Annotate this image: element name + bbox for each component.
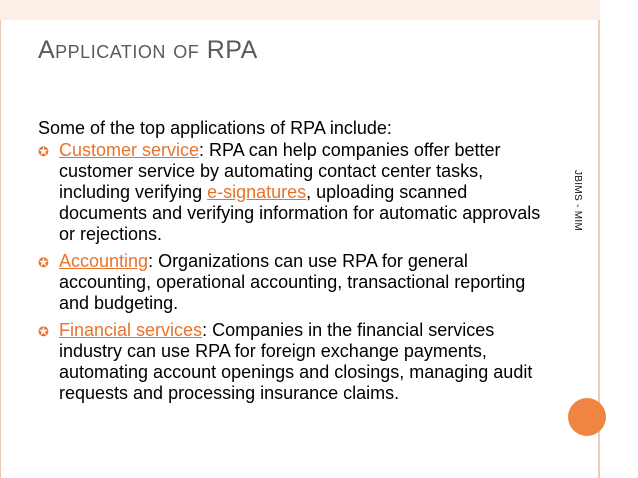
customer-service-link[interactable]: Customer service (59, 140, 200, 160)
left-border-line (0, 20, 1, 478)
bullet-text: : Companies in the financial services industry can use RPA for foreign exchange payments, automating account openings and closings, managing audit requests and processing insurance claims. (59, 320, 533, 403)
bullet-item-accounting (38, 251, 548, 314)
bullet-text: : Organizations can use RPA for general accounting, operational accounting, transactional reporting and budgeting. (59, 251, 526, 313)
top-decorative-bar (0, 0, 600, 20)
bullet-text: : RPA can help companies offer better customer service by automating contact center tasks, including verifying (59, 140, 501, 202)
bullet-text: , uploading scanned documents and verifying information for automatic approvals or rejections. (59, 182, 541, 244)
side-label: JBIMS - MIM (572, 170, 583, 232)
e-signatures-link[interactable]: e-signatures (207, 182, 307, 202)
bullet-list (38, 140, 548, 410)
accounting-link[interactable]: Accounting (59, 251, 149, 271)
bullet-item-financial-services (38, 320, 548, 404)
orange-circle-decoration (568, 398, 606, 436)
intro-text: Some of the top applications of RPA include: (38, 118, 392, 138)
slide-title: Application of RPA (38, 36, 258, 64)
bullet-item-customer-service (38, 140, 548, 245)
diamond-bullet-icon: ✪ (38, 144, 49, 159)
diamond-bullet-icon: ✪ (38, 255, 49, 270)
diamond-bullet-icon: ✪ (38, 324, 49, 339)
financial-services-link[interactable]: Financial services (59, 320, 203, 340)
